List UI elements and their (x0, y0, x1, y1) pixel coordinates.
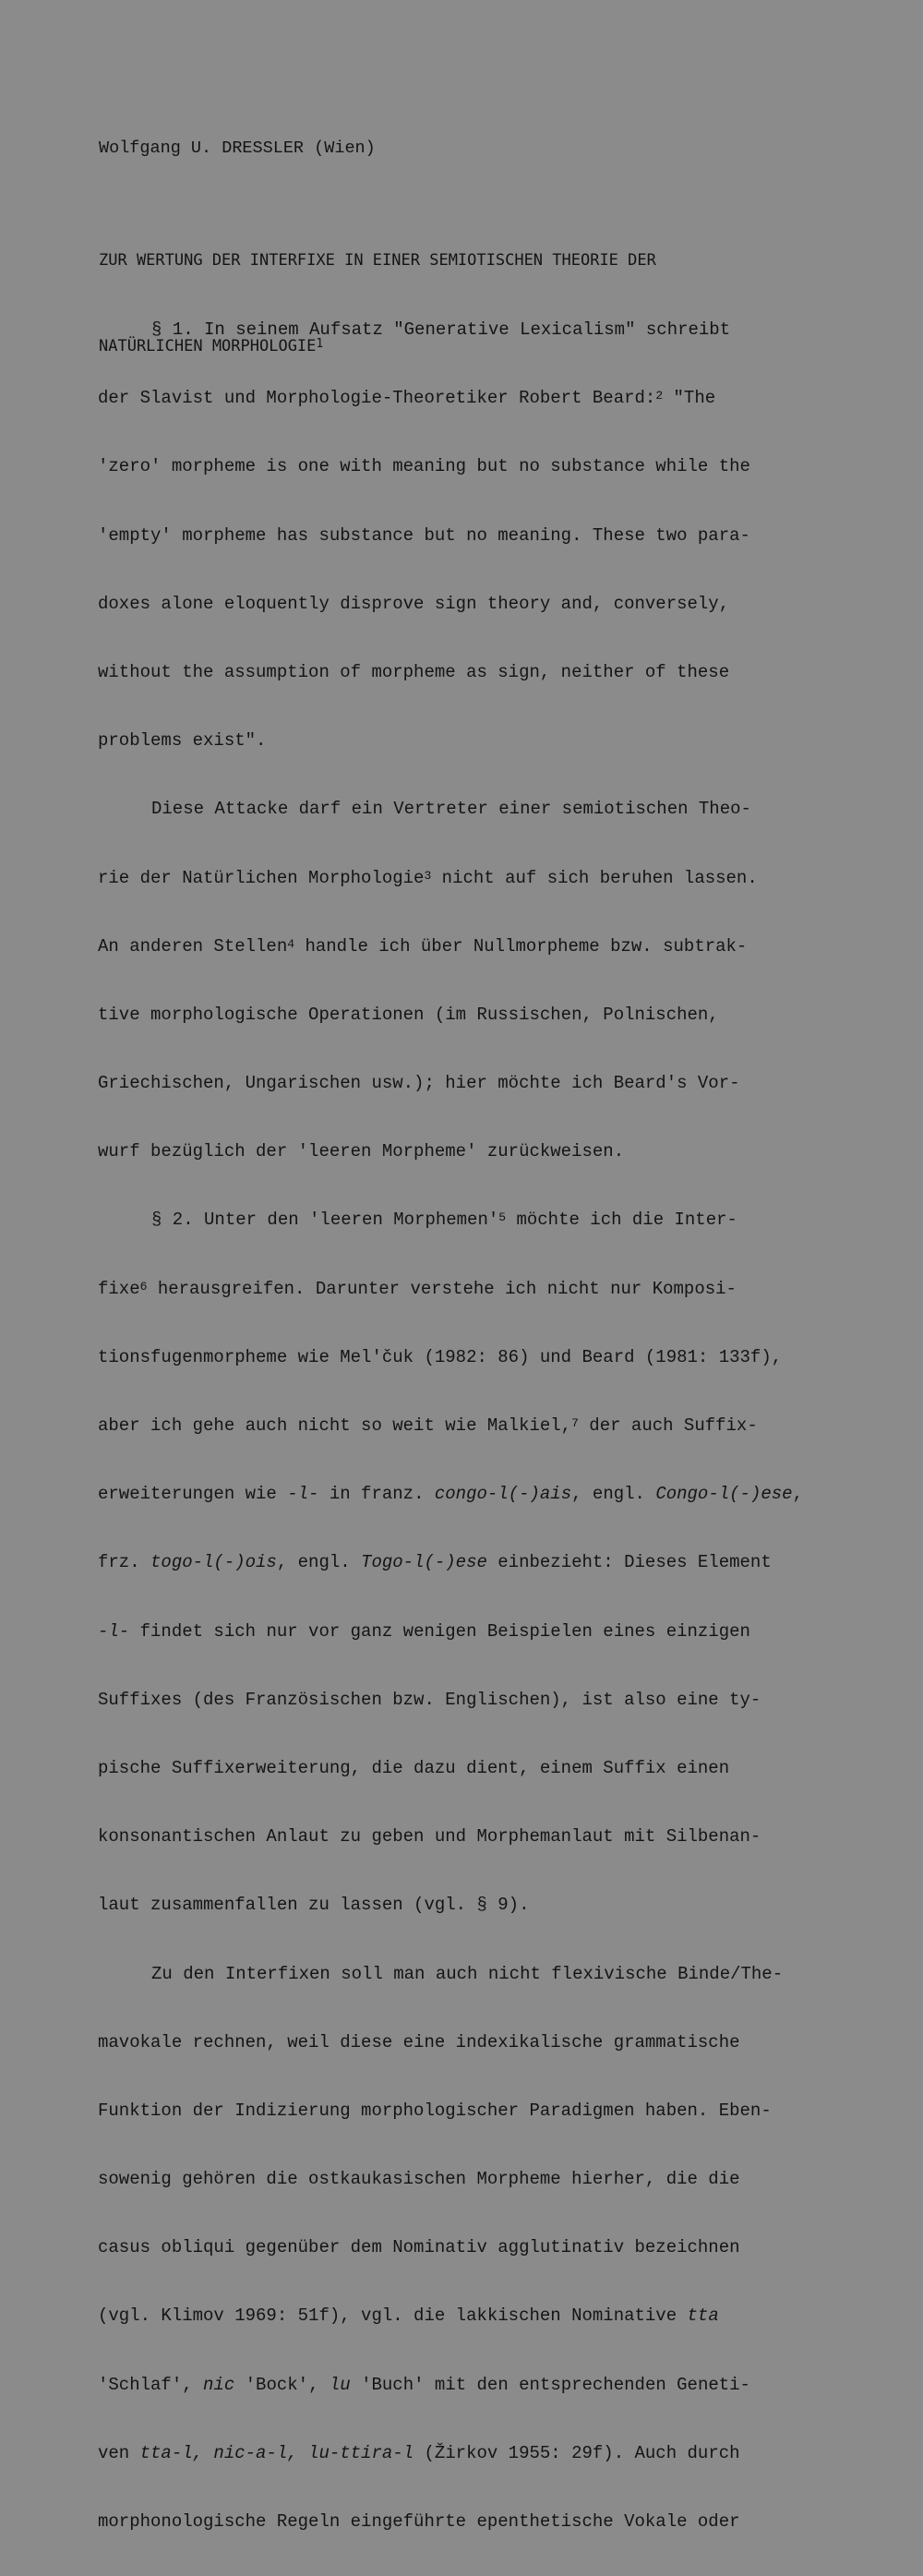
text-line (98, 933, 803, 960)
text-segment: , engl. (571, 1484, 656, 1505)
text-line (98, 1480, 803, 1508)
text-line: doxes alone eloquently disprove sign theory and, conversely, (98, 593, 730, 614)
text-segment: "The (663, 388, 716, 409)
text-line (98, 384, 803, 412)
italic-example: Togo-l(-)ese (361, 1552, 487, 1573)
text-line: casus obliqui gegenüber dem Nominativ agglutinativ bezeichnen (98, 2237, 740, 2258)
text-line: sowenig gehören die ostkaukasischen Morpheme hierher, die die (98, 2169, 740, 2190)
text-segment: in franz. (318, 1484, 435, 1505)
text-line (98, 1618, 803, 1645)
text-line: wurf bezüglich der 'leeren Morpheme' zurückweisen. (98, 1141, 625, 1162)
text-line: Griechischen, Ungarischen usw.); hier möchte ich Beard's Vor- (98, 1073, 740, 1094)
footnote-marker: 5 (498, 1210, 507, 1225)
text-line: Funktion der Indizierung morphologischer Paradigmen haben. Eben- (98, 2100, 772, 2121)
text-line: mavokale rechnen, weil diese eine indexikalische grammatische (98, 2031, 740, 2052)
text-segment: , (792, 1484, 803, 1505)
text-line: pische Suffixerweiterung, die dazu dient, einem Suffix einen (98, 1757, 730, 1778)
title-line-2-text: NATÜRLICHEN MORPHOLOGIE (99, 337, 317, 355)
text-line: problems exist". (98, 730, 267, 752)
text-line: Suffixes (des Französischen bzw. Englischen), ist also eine ty- (98, 1689, 761, 1710)
italic-example: nic (203, 2374, 235, 2395)
text-segment: der auch Suffix- (578, 1415, 758, 1436)
text-line (98, 1206, 803, 1234)
text-segment: aber ich gehe auch nicht so weit wie Malkiel, (98, 1415, 572, 1436)
text-segment: erweiterungen wie (98, 1484, 288, 1505)
italic-example: lu (329, 2374, 351, 2395)
italic-example: togo-l(-)ois (150, 1552, 277, 1573)
text-segment: herausgreifen. Darunter verstehe ich nicht nur Komposi- (147, 1278, 737, 1299)
text-segment: (Žirkov 1955: 29f). Auch durch (414, 2442, 740, 2463)
text-line: konsonantischen Anlaut zu geben und Morphemanlaut mit Silbenan- (98, 1826, 761, 1848)
italic-example: Congo-l(-)ese (655, 1484, 793, 1505)
text-segment: möchte ich die Inter- (506, 1210, 737, 1231)
text-segment: 'Buch' mit den entsprechenden Geneti- (350, 2374, 750, 2395)
text-segment: findet sich nur vor ganz wenigen Beispielen eines einzigen (129, 1620, 750, 1642)
text-segment: 'Bock', (234, 2374, 330, 2395)
text-line: Diese Attacke darf ein Vertreter einer semiotischen Theo- (151, 799, 751, 820)
footnote-marker: 4 (287, 936, 295, 951)
text-line: morphonologische Regeln eingeführte epenthetische Vokale oder (98, 2511, 740, 2532)
body-text (98, 275, 803, 2576)
text-segment: frz. (98, 1552, 151, 1573)
text-segment: einbezieht: Dieses Element (486, 1552, 772, 1573)
text-line: 'empty' morpheme has substance but no meaning. These two para- (98, 524, 750, 546)
footnote-marker: 6 (139, 1279, 148, 1294)
text-line (98, 2302, 803, 2329)
italic-example: congo-l(-)ais (434, 1484, 572, 1505)
text-line (98, 1412, 803, 1439)
text-line (98, 2371, 803, 2399)
text-line: tionsfugenmorpheme wie Mel'čuk (1982: 86) und Beard (1981: 133f), (98, 1346, 783, 1367)
footnote-marker: 3 (424, 868, 432, 883)
author-line: Wolfgang U. DRESSLER (Wien) (99, 138, 376, 158)
italic-example: tta-l, nic-a-l, lu-ttira-l (139, 2442, 414, 2463)
text-line: laut zusammenfallen zu lassen (vgl. § 9). (98, 1895, 530, 1916)
text-segment: 'Schlaf', (98, 2374, 204, 2395)
text-line: 'zero' morpheme is one with meaning but no substance while the (98, 456, 750, 477)
text-segment: ven (98, 2442, 140, 2463)
text-line (98, 2439, 803, 2467)
italic-example: -l- (98, 1620, 130, 1642)
text-line (98, 864, 803, 892)
text-segment: (vgl. Klimov 1969: 51f), vgl. die lakkischen Nominative (98, 2305, 688, 2327)
text-segment: , engl. (276, 1552, 362, 1573)
title-footnote-marker: 1 (316, 337, 324, 351)
text-line: Zu den Interfixen soll man auch nicht flexivische Binde/The- (151, 1963, 784, 1984)
italic-example: -l- (287, 1484, 319, 1505)
footnote-marker: 7 (571, 1416, 579, 1430)
italic-example: tta (687, 2305, 719, 2327)
text-segment: § 2. Unter den 'leeren Morphemen' (151, 1210, 499, 1231)
text-segment: fixe (98, 1278, 140, 1299)
text-segment: der Slavist und Morphologie-Theoretiker Robert Beard: (98, 388, 656, 409)
title-line-1: ZUR WERTUNG DER INTERFIXE IN EINER SEMIOTISCHEN THEORIE DER (99, 251, 656, 270)
footnote-marker: 2 (655, 389, 664, 403)
text-line: without the assumption of morpheme as sign, neither of these (98, 661, 730, 682)
text-segment: rie der Natürlichen Morphologie (98, 867, 425, 888)
text-segment: handle ich über Nullmorpheme bzw. subtrak- (294, 935, 748, 957)
text-line: § 1. In seinem Aufsatz "Generative Lexicalism" schreibt (151, 319, 731, 340)
text-segment: nicht auf sich beruhen lassen. (431, 867, 758, 888)
text-line (98, 1275, 803, 1303)
text-segment: An anderen Stellen (98, 935, 288, 957)
text-line: tive morphologische Operationen (im Russischen, Polnischen, (98, 1004, 719, 1025)
text-line (98, 1548, 803, 1576)
